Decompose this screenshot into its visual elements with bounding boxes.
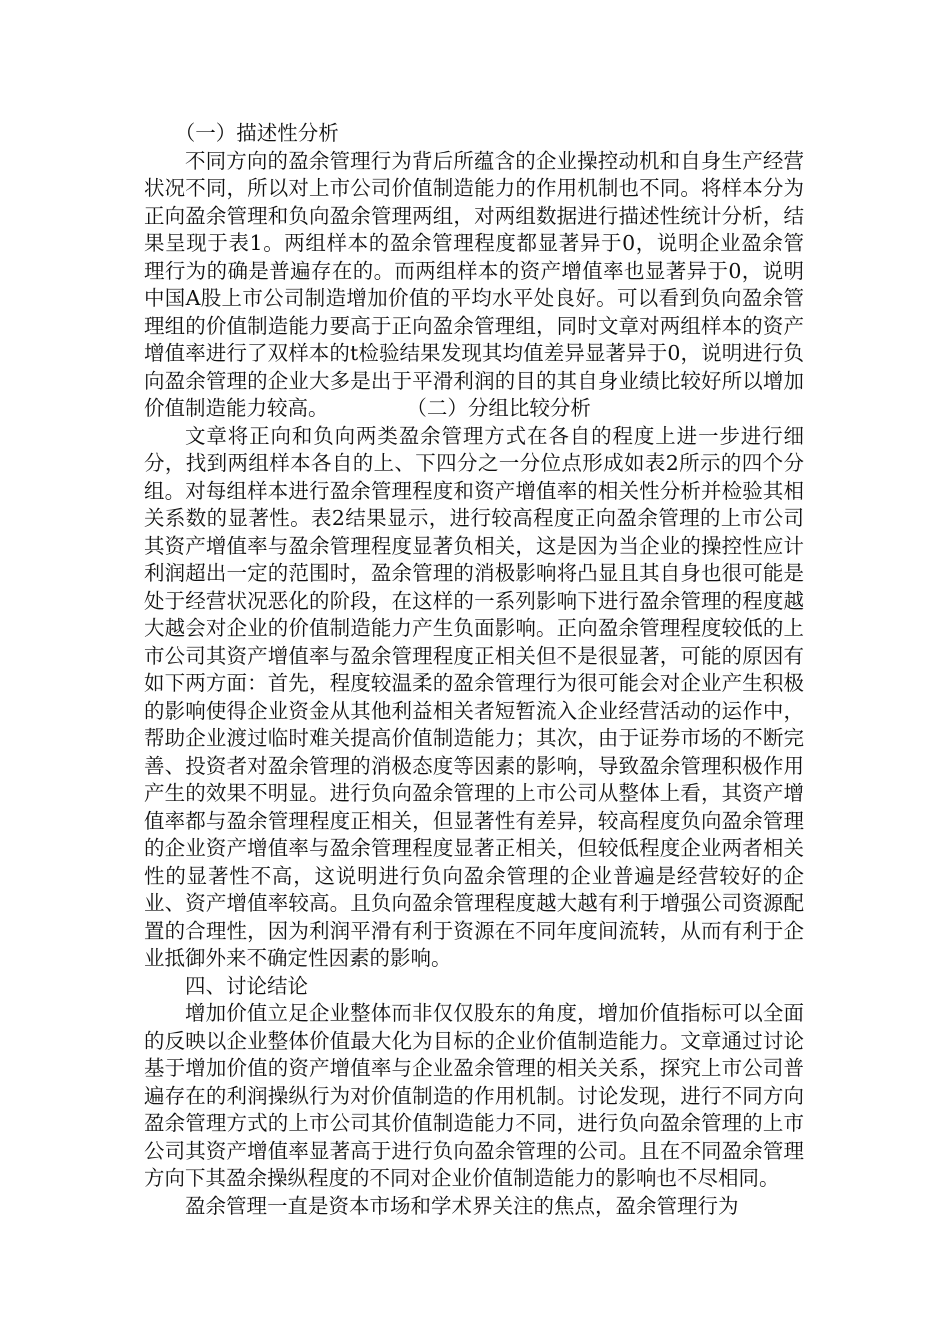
paragraph-conclusion: 增加价值立足企业整体而非仅仅股东的角度，增加价值指标可以全面的反映以企业整体价值最大化为目标的企业价值制造能力。文章通过讨论基于增加价值的资产增值率与企业盈余管理的相关关系，探究上市公司普遍存在的利润操纵行为对价值制造的作用机制。讨论发现，进行不同方向盈余管理方式的上市公司其价值制造能力不同，进行负向盈余管理的上市公司其资产增值率显著高于进行负向盈余管理的公司。且在不同盈余管理方向下其盈余操纵程度的不同对企业价值制造能力的影响也不尽相同。 <box>144 1001 804 1190</box>
article-body <box>144 120 804 1220</box>
paragraph-earnings-management: 盈余管理一直是资本市场和学术界关注的焦点，盈余管理行为 <box>185 1193 739 1218</box>
paragraph-text: 不同方向的盈余管理行为背后所蕴含的企业操控动机和自身生产经营状况不同，所以对上市公司价值制造能力的作用机制也不同。将样本分为正向盈余管理和负向盈余管理两组，对两组数据进行描述性统计分析，结果呈现于表1。两组样本的盈余管理程度都显著异于0，说明企业盈余管理行为的确是普遍存在的。而两组样本的资产增值率也显著异于0，说明中国A股上市公司制造增加价值的平均水平处良好。可以看到负向盈余管理组的价值制造能力要高于正向盈余管理组，同时文章对两组样本的资产增值率进行了双样本的t检验结果发现其均值差异显著异于0，说明进行负向盈余管理的企业大多是出于平滑利润的目的其自身业绩比较好所以增加价值制造能力较高。 <box>144 148 804 420</box>
section-heading-group-comparison: （二）分组比较分析 <box>416 396 591 420</box>
section-heading-conclusion: 四、讨论结论 <box>185 973 308 998</box>
section-heading-descriptive-analysis: （一）描述性分析 <box>174 121 339 145</box>
paragraph-descriptive-analysis <box>144 148 804 423</box>
paragraph-group-comparison: 文章将正向和负向两类盈余管理方式在各自的程度上进一步进行细分，找到两组样本各自的上、下四分之一分位点形成如表2所示的四个分组。对每组样本进行盈余管理程度和资产增值率的相关性分析并检验其相关系数的显著性。表2结果显示，进行较高程度正向盈余管理的上市公司其资产增值率与盈余管理程度显著负相关，这是因为当企业的操控性应计利润超出一定的范围时，盈余管理的消极影响将凸显且其自身也很可能是处于经营状况恶化的阶段，在这样的一系列影响下进行盈余管理的程度越大越会对企业的价值制造能力产生负面影响。正向盈余管理程度较低的上市公司其资产增值率与盈余管理程度正相关但不是很显著，可能的原因有如下两方面：首先，程度较温柔的盈余管理行为很可能会对企业产生积极的影响使得企业资金从其他利益相关者短暂流入企业经营活动的运作中，帮助企业渡过临时难关提高价值制造能力；其次，由于证券市场的不断完善、投资者对盈余管理的消极态度等因素的影响，导致盈余管理积极作用产生的效果不明显。进行负向盈余管理的上市公司从整体上看，其资产增值率都与盈余管理程度正相关，但显著性有差异，较高程度负向盈余管理的企业资产增值率与盈余管理程度显著正相关，但较低程度企业两者相关性的显著性不高，这说明进行负向盈余管理的企业普遍是经营较好的企业、资产增值率较高。且负向盈余管理程度越大越有利于增强公司资源配置的合理性，因为利润平滑有利于资源在不同年度间流转，从而有利于企业抵御外来不确定性因素的影响。 <box>144 423 804 970</box>
